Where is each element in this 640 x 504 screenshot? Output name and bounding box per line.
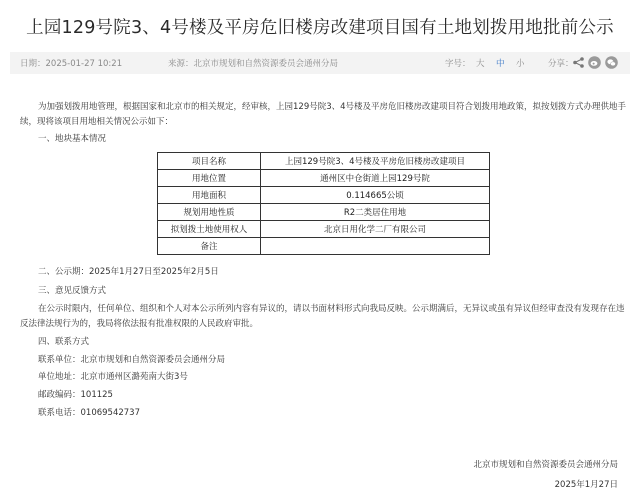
font-size-small-button[interactable]: 小	[516, 59, 525, 69]
share-icon[interactable]	[572, 56, 585, 69]
table-row	[158, 204, 490, 221]
table-row	[158, 170, 490, 187]
table-key: 规划用地性质	[158, 204, 261, 221]
article-source: 来源：北京市规划和自然资源委员会通州分局	[168, 59, 339, 69]
wechat-icon[interactable]	[605, 56, 618, 69]
share-label: 分享：	[548, 59, 574, 69]
publish-date: 日期：2025-01-27 10:21	[20, 59, 123, 69]
article-info-bar	[10, 52, 630, 74]
contact-address: 单位地址：北京市通州区潞苑南大街3号	[38, 372, 188, 382]
section-heading-2: 二、公示期：2025年1月27日至2025年2月5日	[38, 267, 219, 277]
font-size-large-button[interactable]: 大	[476, 59, 485, 69]
table-value: 北京日用化学二厂有限公司	[261, 221, 490, 238]
table-key: 拟划拨土地使用权人	[158, 221, 261, 238]
table-value: 通州区中仓街道上园129号院	[261, 170, 490, 187]
table-row	[158, 187, 490, 204]
table-key: 项目名称	[158, 153, 261, 170]
section-heading-4: 四、联系方式	[38, 337, 90, 347]
table-value	[261, 238, 490, 255]
feedback-paragraph: 在公示时限内，任何单位、组织和个人对本公示所列内容有异议的，请以书面材料形式向我局反映。公示期满后，无异议或虽有异议但经审查没有发现存在违反法律法规行为的，我局将依法报有批准权限的人民政府审批。	[20, 304, 625, 329]
contact-unit: 联系单位：北京市规划和自然资源委员会通州分局	[38, 355, 226, 365]
table-row	[158, 238, 490, 255]
table-row	[158, 153, 490, 170]
table-row	[158, 221, 490, 238]
section-heading-3: 三、意见反馈方式	[38, 286, 107, 296]
postcode: 邮政编码：101125	[38, 390, 113, 400]
font-size-medium-button[interactable]: 中	[496, 59, 505, 69]
table-value: R2二类居住用地	[261, 204, 490, 221]
section-heading-1: 一、地块基本情况	[38, 134, 107, 144]
table-key: 用地面积	[158, 187, 261, 204]
signature-org: 北京市规划和自然资源委员会通州分局	[473, 460, 618, 470]
font-size-label: 字号：	[445, 59, 471, 69]
table-key: 备注	[158, 238, 261, 255]
table-value: 0.114665公顷	[261, 187, 490, 204]
table-key: 用地位置	[158, 170, 261, 187]
weibo-icon[interactable]	[588, 56, 601, 69]
contact-phone: 联系电话：01069542737	[38, 408, 140, 418]
land-info-table	[157, 152, 490, 255]
signature-date: 2025年1月27日	[554, 480, 618, 490]
page-title: 上园129号院3、4号楼及平房危旧楼房改建项目国有土地划拨用地批前公示	[26, 18, 614, 38]
intro-paragraph: 为加强划拨用地管理，根据国家和北京市的相关规定，经审核，上园129号院3、4号楼及平房危旧楼房改建项目符合划拨用地政策，拟按划拨方式办理供地手续，现将该项目用地相关情况公示如下：	[20, 102, 627, 127]
table-value: 上园129号院3、4号楼及平房危旧楼房改建项目	[261, 153, 490, 170]
